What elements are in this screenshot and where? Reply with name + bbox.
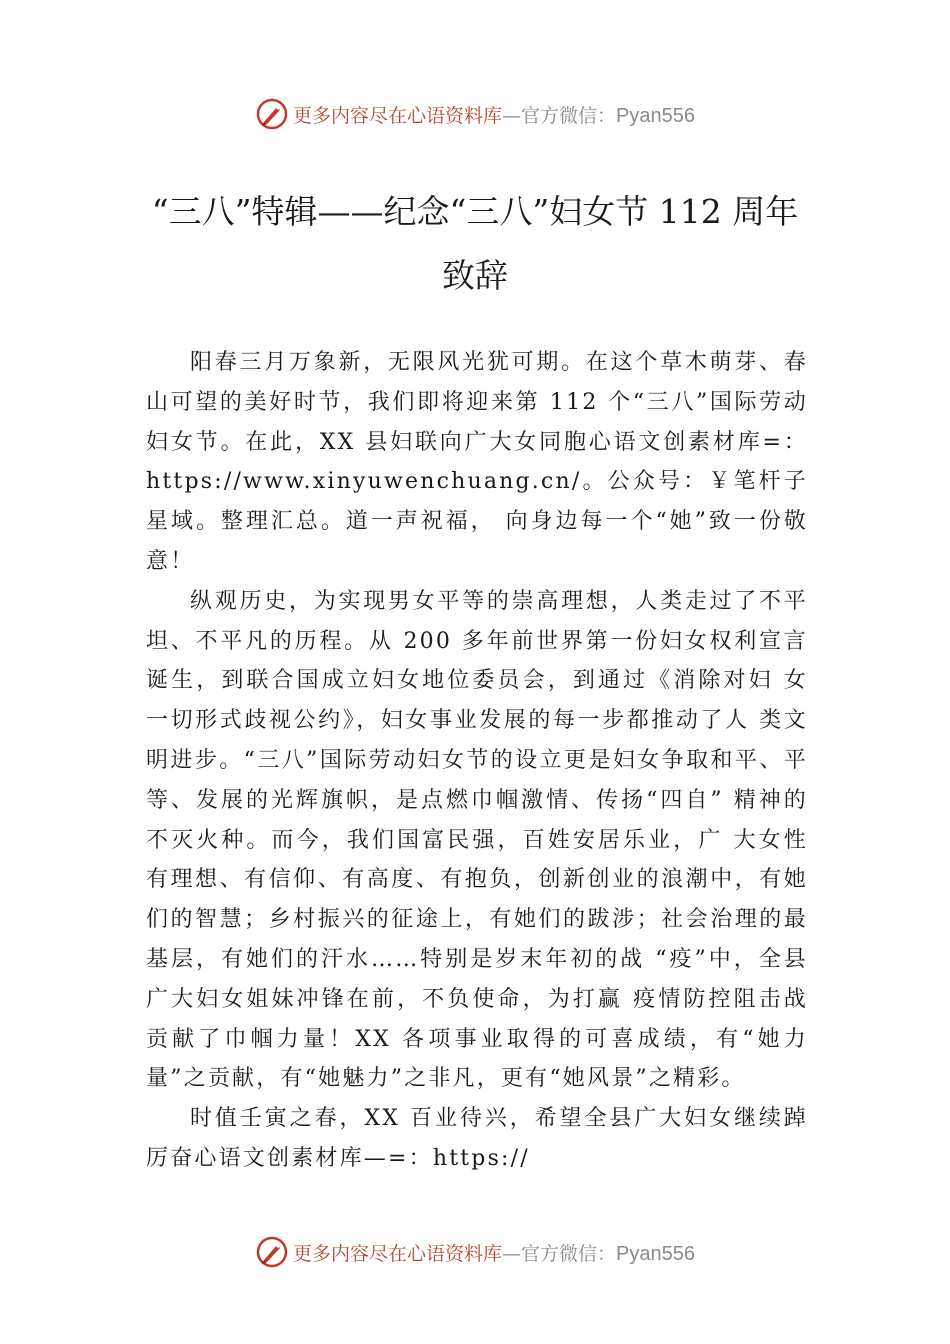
watermark-text [293, 101, 695, 128]
watermark-text [293, 1239, 695, 1266]
watermark-handle: Pyan556 [616, 104, 695, 127]
watermark-wechat-label: 官方微信： [521, 104, 617, 127]
paragraph: 纵观历史，为实现男女平等的崇高理想，人类走过了不平坦、不平凡的历程。从 200 多年前世界第一份妇女权利宣言诞生，到联合国成立妇女地位委员会，到通过《消除对妇 女一切形式歧视公约》，妇女事业发展的每一步都推动了人 类文明进步。“三八”国际劳动妇女节的设立更是妇女争取和平、平等、发展的光辉旗帜，是点燃巾帼激情、传扬“四自” 精神的不灭火种。而今，我们国富民强，百姓安居乐业，广 大女性有理想、有信仰、有高度、有抱负，创新创业的浪潮中，有她们的智慧；乡村振兴的征途上，有她们的跋涉；社会治理的最基层，有她们的汗水……特别是岁末年初的战 “疫”中，全县广大妇女姐妹冲锋在前，不负使命，为打赢 疫情防控阻击战贡献了巾帼力量！XX 各项事业取得的可喜成绩，有“她力量”之贡献，有“她魅力”之非凡，更有“她风景”之精彩。 [146, 588, 808, 1092]
paragraph: 阳春三月万象新，无限风光犹可期。在这个草木萌芽、春山可望的美好时节，我们即将迎来第 112 个“三八”国际劳动妇女节。在此，XX 县妇联向广大女同胞心语文创素材库=：https://www.xinyuwenchuang.cn/。公众号：￥笔杆子星域。整理汇总。道一声祝福， 向身边每一个“她”致一份敬意！ [146, 350, 808, 574]
paragraph: 时值壬寅之春，XX 百业待兴，希望全县广大妇女继续踔厉奋心语文创素材库—=：https:// [146, 1106, 808, 1171]
header-watermark-banner [0, 94, 950, 134]
watermark-wechat-label: 官方微信： [521, 1242, 617, 1265]
watermark-main: 更多内容尽在心语资料库 [293, 104, 503, 127]
watermark-dash: — [502, 104, 522, 127]
pen-logo-icon [255, 1235, 289, 1269]
watermark-dash: — [502, 1242, 522, 1265]
pen-logo-icon [255, 97, 289, 131]
document-title: “三八”特辑——纪念“三八”妇女节 112 周年致辞 [151, 192, 799, 295]
watermark-handle: Pyan556 [616, 1242, 695, 1265]
footer-watermark-banner [0, 1232, 950, 1272]
document-body [146, 343, 808, 1179]
watermark-main: 更多内容尽在心语资料库 [293, 1242, 503, 1265]
